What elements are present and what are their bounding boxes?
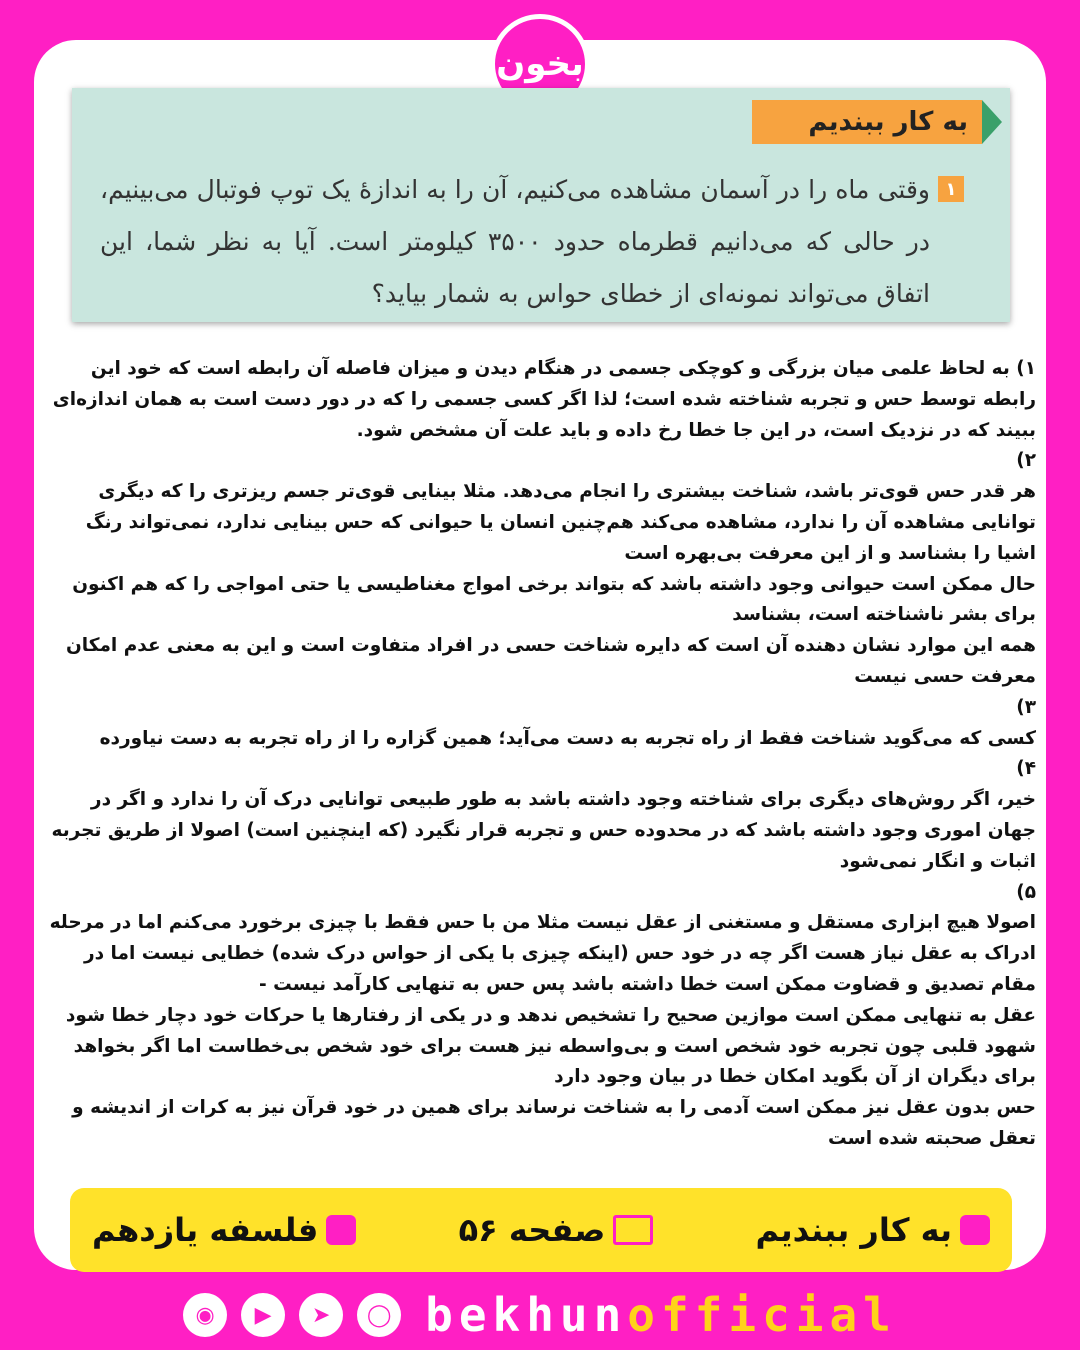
answer-paragraph: اصولا هیچ ابزاری مستقل و مستغنی از عقل نیست مثلا من با حس فقط با چیزی برخورد می‌کنم اما در مرحله ادراک به عقل نیاز هست اگر چه در خود حس (اینکه چیزی با یکی از حواس درک شده) خطایی نیست اما در مقام تصدیق و قضاوت ممکن است خطا داشته باشد پس حس به تنهایی کارآمد نیست - bbox=[49, 912, 1036, 995]
footer-page-label: صفحه ۵۶ bbox=[458, 1211, 606, 1249]
footer-subject-label: فلسفه یازدهم bbox=[92, 1211, 319, 1249]
instagram-icon[interactable]: ◯ bbox=[357, 1293, 401, 1337]
answers-block bbox=[44, 354, 1036, 1155]
teacher-icon bbox=[960, 1215, 990, 1245]
answer-paragraph: ۱) به لحاظ علمی میان بزرگی و کوچکی جسمی در هنگام دیدن و میزان فاصله آن رابطه است که خود این رابطه توسط حس و تجربه شناخته شده است؛ لذا اگر کسی جسمی را که در دور دست است به همان اندازه‌ای ببیند که در نزدیک است، در این جا خطا رخ داده و باید علت آن مشخص شود. bbox=[52, 358, 1036, 441]
youtube-icon[interactable]: ▶ bbox=[241, 1293, 285, 1337]
film-icon[interactable]: ◉ bbox=[183, 1293, 227, 1337]
answer-paragraph: هر قدر حس قوی‌تر باشد، شناخت بیشتری را انجام می‌دهد. مثلا بینایی قوی‌تر جسم ریزتری را که دیگری توانایی مشاهده آن را ندارد، مشاهده می‌کند هم‌چنین انسان یا حیوانی که حس بینایی ندارد، نمی‌تواند رنگ اشیا را بشناسد و از این معرفت بی‌بهره است bbox=[85, 481, 1036, 564]
answer-number: ۴) bbox=[1016, 758, 1036, 780]
question-number: ۱ bbox=[938, 176, 964, 202]
footer-lesson-label: به کار ببندیم bbox=[755, 1211, 952, 1249]
telegram-icon[interactable]: ➤ bbox=[299, 1293, 343, 1337]
footer-subject bbox=[92, 1211, 356, 1249]
brand-part-2: official bbox=[627, 1288, 897, 1342]
social-bar bbox=[0, 1286, 1080, 1344]
answer-number: ۳) bbox=[1016, 696, 1036, 718]
answer-paragraph: حال ممکن است حیوانی وجود داشته باشد که بتواند برخی امواج مغناطیسی یا حتی امواجی را که هم اکنون برای بشر ناشناخته است، بشناسد bbox=[72, 573, 1036, 626]
book-section-header: به کار ببندیم bbox=[752, 100, 982, 144]
logo-text: بخون bbox=[496, 44, 584, 84]
brand-handle[interactable] bbox=[425, 1288, 897, 1342]
brand-part-1: bekhun bbox=[425, 1288, 628, 1342]
answer-paragraph: خیر، اگر روش‌های دیگری برای شناخته وجود داشته باشد به طور طبیعی توانایی درک آن را ندارد و اگر در جهان اموری وجود داشته باشد که در محدوده حس و تجربه قرار نگیرد (که اینچنین است) اصولا از طریق تجربه اثبات و انگار نمی‌شود bbox=[51, 789, 1036, 872]
answer-paragraph: عقل به تنهایی ممکن است موازین صحیح را تشخیص ندهد و در یکی از رفتارها یا حرکات خود دچار خطا شود شهود قلبی چون تجربه خود شخص است و بی‌واسطه نیز هست برای خود شخص بی‌خطاست اما اگر بخواهد برای دیگران از آن بگوید امکان خطا در بیان وجود دارد bbox=[65, 1004, 1036, 1088]
graduation-cap-icon bbox=[326, 1215, 356, 1245]
answer-number: ۵) bbox=[1016, 881, 1036, 903]
footer-lesson bbox=[756, 1211, 990, 1249]
answer-paragraph: حس بدون عقل نیز ممکن است آدمی را به شناخت نرساند برای همین در خود قرآن نیز به کرات از اندیشه و تعقل صحبته شده است bbox=[72, 1097, 1036, 1149]
textbook-excerpt bbox=[72, 88, 1010, 322]
footer-page bbox=[459, 1211, 654, 1249]
footer-info-bar bbox=[70, 1188, 1012, 1272]
answer-paragraph: همه این موارد نشان دهنده آن است که دایره شناخت حسی در افراد متفاوت است و این به معنی عدم امکان معرفت حسی نیست bbox=[65, 635, 1036, 687]
question-text: وقتی ماه را در آسمان مشاهده می‌کنیم، آن را به اندازهٔ یک توپ فوتبال می‌بینیم، در حالی که می‌دانیم قطرماه حدود ۳۵۰۰ کیلومتر است. آیا به نظر شما، این اتفاق می‌تواند نمونه‌ای از خطای حواس به شمار بیاید؟ bbox=[100, 175, 931, 308]
open-book-icon bbox=[613, 1215, 653, 1245]
answer-number: ۲) bbox=[1016, 450, 1036, 472]
answer-paragraph: کسی که می‌گوید شناخت فقط از راه تجربه به دست می‌آید؛ همین گزاره را از راه تجربه به دست نیاورده bbox=[99, 727, 1036, 749]
